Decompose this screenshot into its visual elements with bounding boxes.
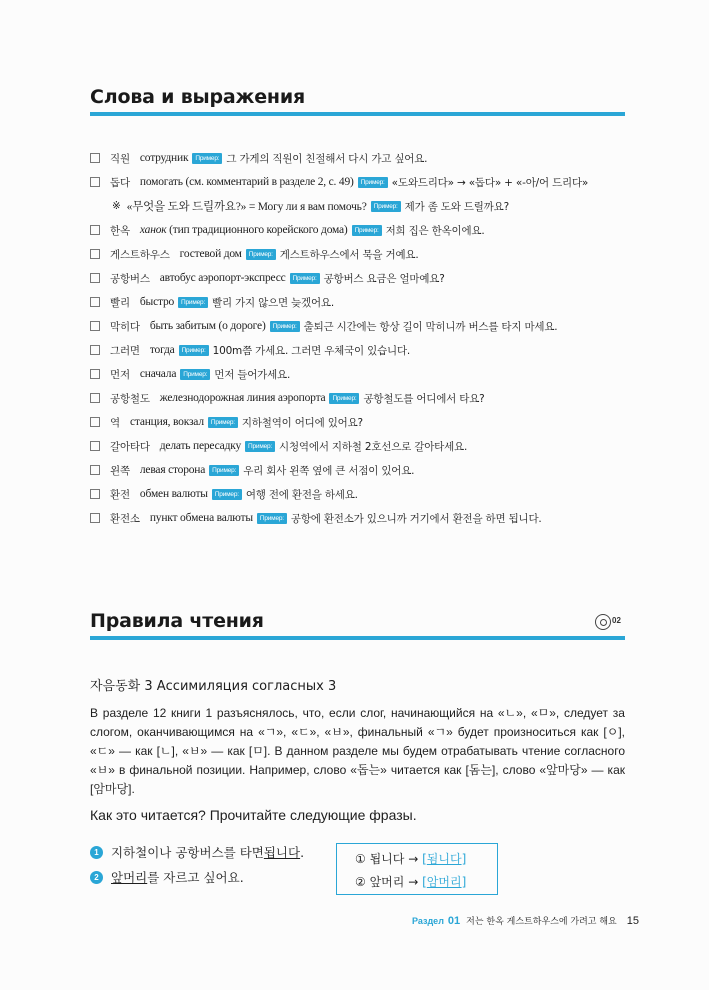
vocab-item [90,146,650,170]
answer-1-close-bracket: ] [461,852,467,866]
answer-1-pron: 됨니다 [426,852,462,866]
vocab-list [90,146,650,530]
vocab-item [90,218,650,242]
answer-2-pron: 암머리 [426,875,462,889]
example-badge: Пример: [179,345,209,356]
example-1-pre: 지하철이나 공항버스를 타면 [111,845,264,860]
vocab-item [90,482,650,506]
vocab-translation-extra: (тип традиционного корейского дома) [169,224,348,236]
vocab-korean-word: 왼쪽 [110,464,130,477]
vocab-item [90,434,650,458]
vocab-korean-word: 역 [110,416,120,429]
example-badge: Пример: [270,321,300,332]
footer-section-number: 01 [447,914,461,927]
practice-question: Как это читается? Прочитайте следующие фразы. [90,807,417,823]
vocab-translation: гостевой дом [179,248,242,260]
vocab-translation: делать пересадку [159,440,242,452]
vocab-example: 먼저 들어가세요. [214,368,291,381]
vocab-translation: быстро [139,296,175,308]
vocab-example: 그 가게의 직원이 친절해서 다시 가고 싶어요. [226,152,428,165]
vocab-translation: быть забитым (о дороге) [149,320,266,332]
example-1-post: . [300,844,305,860]
vocab-korean-word: 갈아타다 [110,440,150,453]
number-badge-2: 2 [90,871,103,884]
vocab-item [90,458,650,482]
checkbox-icon[interactable] [90,297,100,307]
example-badge: Пример: [178,297,208,308]
vocab-example: 공항버스 요금은 얼마예요? [323,272,445,285]
vocab-example: 100m쯤 가세요. 그러면 우체국이 있습니다. [212,344,411,357]
vocab-korean-word: 직원 [110,152,130,165]
vocab-korean-word: 빨리 [110,296,130,309]
example-2-underlined: 앞머리 [111,870,148,885]
answer-2-word: 앞머리 [369,875,405,889]
vocab-title-rule [90,112,625,116]
vocab-example: 공항에 환전소가 있으니까 거기에서 환전을 하면 됩니다. [290,512,542,525]
vocab-example: 시청역에서 지하철 2호선으로 갈아타세요. [279,440,468,453]
checkbox-icon[interactable] [90,225,100,235]
vocab-item [90,386,650,410]
checkbox-icon[interactable] [90,321,100,331]
vocab-translation: автобус аэропорт-экспресс [159,272,286,284]
example-badge: Пример: [208,417,238,428]
checkbox-icon[interactable] [90,417,100,427]
audio-disc-icon[interactable] [595,614,611,630]
vocab-example: 출퇴근 시간에는 항상 길이 막히니까 버스를 타지 마세요. [303,320,558,333]
example-badge: Пример: [209,465,239,476]
vocab-item [90,170,650,194]
vocab-item [90,290,650,314]
example-badge: Пример: [245,441,275,452]
vocab-item [90,338,650,362]
vocab-korean-word: 돕다 [110,176,130,189]
example-badge: Пример: [212,489,242,500]
answer-2 [355,873,466,890]
vocab-example: 제가 좀 도와 드릴까요? [404,200,509,213]
example-1-underlined: 됩니다 [263,845,301,860]
vocab-translation: помогать (см. комментарий в разделе 2, с. 49) [139,176,354,188]
vocab-example: 여행 전에 환전을 하세요. [245,488,358,501]
reading-subhead: 자음동화 3 Ассимиляция согласных 3 [90,679,337,694]
audio-track-number: 02 [612,616,621,625]
vocab-korean-word: 환전소 [110,512,140,525]
vocab-korean-word: 공항철도 [110,392,150,405]
checkbox-icon[interactable] [90,273,100,283]
vocab-korean-word: 한옥 [110,224,130,237]
practice-example-1 [90,843,304,861]
vocab-example: 게스트하우스에서 묵을 거예요. [279,248,419,261]
vocab-korean-word: 환전 [110,488,130,501]
answer-2-open-bracket: [ [422,875,427,889]
checkbox-icon[interactable] [90,249,100,259]
note-mark-icon: ※ [112,200,121,212]
vocab-translation: сотрудник [139,152,189,164]
page-footer [412,914,639,927]
vocab-translation [140,224,348,236]
checkbox-icon[interactable] [90,441,100,451]
reading-section-title: Правила чтения [90,610,264,632]
arrow-icon: → [408,852,419,866]
example-badge: Пример: [329,393,359,404]
example-badge: Пример: [192,153,222,164]
checkbox-icon[interactable] [90,465,100,475]
checkbox-icon[interactable] [90,345,100,355]
footer-title: 저는 한옥 게스트하우스에 가려고 해요 [466,917,617,927]
answer-1-word: 됩니다 [369,852,405,866]
practice-example-2 [90,868,244,886]
reading-explanation: В разделе 12 книги 1 разъяснялось, что, если слог, начинающийся на «ㄴ», «ㅁ», следует за слогом, оканчивающимся на «ㄱ», «ㄷ», «ㅂ», финальный «ㄱ» будет произноситься как [ㅇ], «ㄷ» — как [ㄴ], «ㅂ» — как [ㅁ]. В данном разделе мы будем отрабатывать чтение согласного «ㅂ» в финальной позиции. Например, слово «돕는» читается как [돔는], слово «앞마당» — как [암마당]. [90,706,625,796]
vocab-example: 공항철도를 어디에서 타요? [363,392,485,405]
example-badge: Пример: [246,249,276,260]
checkbox-icon[interactable] [90,153,100,163]
vocab-item [90,266,650,290]
vocab-translation: пункт обмена валюты [149,512,253,524]
vocab-translation: железнодорожная линия аэропорта [159,392,326,404]
vocab-translation: «무엇을 도와 드릴까요?» = Могу ли я вам помочь? [126,201,367,213]
arrow-icon: → [408,875,419,889]
vocab-example: «도와드리다» → «돕다» + «-아/어 드리다» [391,176,589,189]
vocab-translation: обмен валюты [139,488,208,500]
example-badge: Пример: [371,201,401,212]
vocab-korean-word: 공항버스 [110,272,150,285]
vocab-translation: станция, вокзал [129,416,204,428]
answer-2-close-bracket: ] [461,875,467,889]
vocab-translation: сначала [139,368,177,380]
vocab-item [90,314,650,338]
vocab-example: 우리 회사 왼쪽 옆에 큰 서점이 있어요. [243,464,415,477]
example-2-post: 를 자르고 싶어요. [147,870,244,885]
vocab-item [90,242,650,266]
example-badge: Пример: [180,369,210,380]
example-badge: Пример: [352,225,382,236]
vocab-example: 저희 집은 한옥이에요. [385,224,485,237]
answer-1-mark: ① [355,852,366,866]
checkbox-icon[interactable] [90,369,100,379]
vocab-example: 지하철역이 어디에 있어요? [241,416,363,429]
example-badge: Пример: [290,273,320,284]
reading-title-rule [90,636,625,640]
vocab-translation: левая сторона [139,464,206,476]
footer-section-label: Раздел [412,915,444,926]
vocab-korean-word: 막히다 [110,320,140,333]
checkbox-icon[interactable] [90,177,100,187]
vocab-korean-word: 먼저 [110,368,130,381]
answer-box [336,843,498,895]
page-number: 15 [626,914,639,927]
answer-1 [355,850,466,867]
example-badge: Пример: [358,177,388,188]
vocab-note [90,194,650,218]
vocab-item [90,362,650,386]
checkbox-icon[interactable] [90,513,100,523]
vocab-section-title: Слова и выражения [90,86,305,108]
number-badge-1: 1 [90,846,103,859]
answer-2-mark: ② [355,875,366,889]
vocab-translation: тогда [149,344,175,356]
vocab-korean-word: 그러면 [110,344,140,357]
vocab-korean-word: 게스트하우스 [110,248,170,261]
checkbox-icon[interactable] [90,489,100,499]
vocab-item [90,506,650,530]
vocab-example: 빨리 가지 않으면 늦겠어요. [212,296,335,309]
vocab-translation-italic: ханок [139,224,167,236]
answer-1-open-bracket: [ [422,852,427,866]
vocab-item [90,410,650,434]
checkbox-icon[interactable] [90,393,100,403]
example-badge: Пример: [257,513,287,524]
